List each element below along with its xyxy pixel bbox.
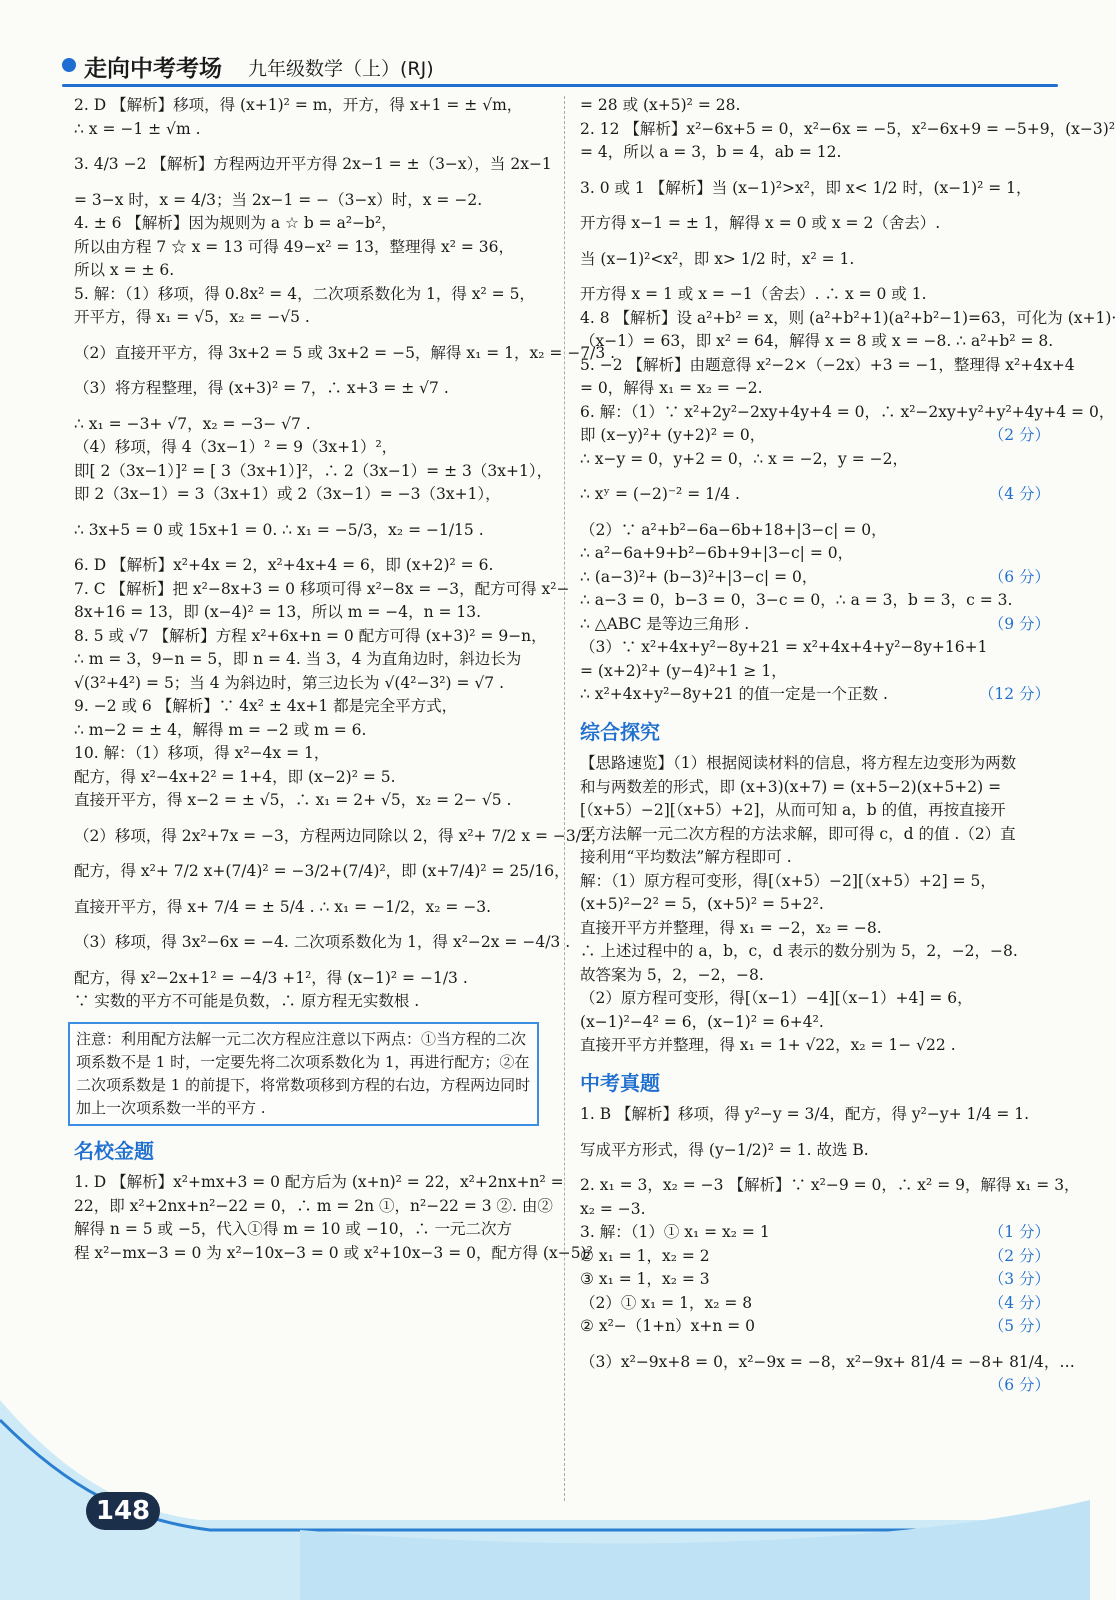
exam-line: （2）① x₁ = 1，x₂ = 8 （4 分） [580,1292,1050,1316]
column-divider [564,96,565,1501]
note-box [68,1022,539,1126]
answer-line: 解得 n = 5 或 −5，代入①得 m = 10 或 −10，∴ 一元二次方 [74,1220,512,1238]
answer-line: 4. ± 6 【解析】因为规则为 a ☆ b = a²−b²， [74,214,397,232]
answer-line: （2）∵ a²+b²−6a−6b+18+|3−c| = 0， [580,520,887,539]
answer-line: 配方，得 x²−4x+2² = 1+4，即 (x−2)² = 5. [74,767,396,786]
answer-line: 2. D 【解析】移项，得 (x+1)² = m，开方，得 x+1 = ± √m， [74,96,523,114]
answer-line: ∴ △ABC 是等边三角形 . （9 分） [580,613,1050,637]
section-title-famous-schools: 名校金题 [74,1138,154,1163]
explore-line: 故答案为 5，2，−2，−8. [580,965,764,984]
answer-line: （x−1）= 63，即 x² = 64，解得 x = 8 或 x = −8. ∴ a²+b² = 8. [580,332,1054,350]
score-label: （2 分） [988,1246,1050,1265]
answer-line: = (x+2)²+ (y−4)²+1 ≥ 1， [580,661,787,680]
exam-line: 1. B 【解析】移项，得 y²−y = 3/4，配方，得 y²−y+ 1/4 = 1. [580,1105,1030,1123]
answer-line: 2. 12 【解析】x²−6x+5 = 0，x²−6x = −5，x²−6x+9 = −5+9，(x−3)² [580,119,1116,138]
answer-line: 直接开平方，得 x+ 7/4 = ± 5/4 . ∴ x₁ = −1/2，x₂ = −3. [74,897,492,916]
answer-line: ∴ a−3 = 0，b−3 = 0，3−c = 0，∴ a = 3，b = 3，c = 3. [580,591,1013,609]
score-label: （6 分） [988,567,1050,586]
answer-line: ∴ a²−6a+9+b²−6b+9+|3−c| = 0， [580,544,854,562]
exam-line: 3. 解：（1）① x₁ = x₂ = 1 （1 分） [580,1221,1050,1245]
answer-line: （2）直接开平方，得 3x+2 = 5 或 3x+2 = −5，解得 x₁ = 1，x₂ = −7/3 . [74,343,616,362]
answer-line: √(3²+4²) = 5；当 4 为斜边时，第三边长为 √(4²−3²) = √7 . [74,673,504,692]
bottom-wave-decoration [0,1380,1090,1600]
answer-line: = 4，所以 a = 3，b = 4，ab = 12. [580,143,842,161]
answer-line: ∴ x = −1 ± √m . [74,119,201,138]
exam-line: ② x₁ = 1，x₂ = 2 （2 分） [580,1245,1050,1269]
answer-line: ∴ xʸ = (−2)⁻² = 1/4 . （4 分） [580,483,1050,507]
exam-line: ③ x₁ = 1，x₂ = 3 （3 分） [580,1268,1050,1292]
answer-line: 直接开平方，得 x−2 = ± √5，∴ x₁ = 2+ √5，x₂ = 2− √5 . [74,791,512,809]
answer-line: （3）将方程整理，得 (x+3)² = 7，∴ x+3 = ± √7 . [74,379,449,397]
explore-line: (x+5)²−2² = 5，(x+5)² = 5+2². [580,895,824,913]
note-text: 注意：利用配方法解一元二次方程应注意以下两点：①当方程的二次项系数不是 1 时，一定要先将二次项系数化为 1，再进行配方；②在二次项系数是 1 的前提下，将常数项移到方程的右边，方程两边同时加上一次项系数一半的平方 . [76,1029,531,1117]
answer-line: 开方得 x−1 = ± 1，解得 x = 0 或 x = 2（舍去）. [580,214,941,232]
answer-line: ∴ m−2 = ± 4，解得 m = −2 或 m = 6. [74,720,367,739]
left-column [74,94,616,1265]
answer-line: （4）移项，得 4（3x−1）² = 9（3x+1）²， [74,438,398,456]
answer-line: 当 (x−1)²<x²，即 x> 1/2 时，x² = 1. [580,249,855,268]
explore-line: 平方法解一元二次方程的方法求解，即可得 c，d 的值 .（2）直 [580,824,1016,843]
answer-line: 开方得 x = 1 或 x = −1（舍去）. ∴ x = 0 或 1. [580,285,927,303]
explore-line: 解：（1）原方程可变形，得[（x+5）−2][（x+5）+2] = 5， [580,871,996,890]
answer-line: 8x+16 = 13，即 (x−4)² = 13，所以 m = −4，n = 13. [74,603,482,621]
exam-line: 写成平方形式，得 (y−1/2)² = 1. 故选 B. [580,1140,869,1159]
explore-line: [（x+5）−2][（x+5）+2]，从而可知 a，b 的值，再按直接开 [580,801,1006,819]
explore-line: （2）原方程可变形，得[（x−1）−4][（x−1）+4] = 6， [580,989,973,1007]
answer-line: 3. 0 或 1 【解析】当 (x−1)²>x²，即 x< 1/2 时，(x−1)² = 1， [580,178,1032,197]
answer-line: ∴ x₁ = −3+ √7，x₂ = −3− √7 . [74,414,311,433]
answer-line: 即 (x−y)²+ (y+2)² = 0， （2 分） [580,424,1050,448]
page-header [0,0,1090,95]
answer-line: 5. −2 【解析】由题意得 x²−2×（−2x）+3 = −1，整理得 x²+4x+4 [580,355,1075,374]
page-number: 148 [86,1492,160,1530]
section-title-explore: 综合探究 [580,719,660,744]
score-label: （2 分） [988,426,1050,444]
answer-line: = 0，解得 x₁ = x₂ = −2. [580,379,763,397]
answer-line: 4. 8 【解析】设 a²+b² = x，则 (a²+b²+1)(a²+b²−1)=63，可化为 (x+1)· [580,308,1116,327]
answer-line: 配方，得 x²+ 7/2 x+(7/4)² = −3/2+(7/4)²，即 (x+7/4)² = 25/16， [74,862,570,880]
explore-line: 直接开平方并整理，得 x₁ = 1+ √22，x₂ = 1− √22 . [580,1036,956,1054]
explore-line: (x−1)²−4² = 6，(x−1)² = 6+4². [580,1012,824,1031]
answer-line: ∴ (a−3)²+ (b−3)²+|3−c| = 0， （6 分） [580,566,1050,590]
answer-line: 22，即 x²+2nx+n²−22 = 0，∴ m = 2n ①，n²−22 = 3 ②. 由② [74,1196,553,1215]
answer-line: 即[ 2（3x−1）]² = [ 3（3x+1）]²，∴ 2（3x−1）= ± 3（3x+1）， [74,461,553,480]
answer-line: 即 2（3x−1）= 3（3x+1）或 2（3x−1）= −3（3x+1）， [74,485,501,503]
score-label: （5 分） [988,1317,1050,1335]
answer-line: 10. 解：（1）移项，得 x²−4x = 1， [74,744,330,762]
exam-line: x₂ = −3. [580,1199,646,1218]
answer-line: 配方，得 x²−2x+1² = −4/3 +1²，得 (x−1)² = −1/3 . [74,968,468,987]
answer-line: 所以由方程 7 ☆ x = 13 可得 49−x² = 13，整理得 x² = 36， [74,237,514,256]
exam-line: ② x²−（1+n）x+n = 0 （5 分） [580,1315,1050,1339]
answer-line: 3. 4/3 −2 【解析】方程两边开平方得 2x−1 = ±（3−x），当 2x−1 [74,155,552,173]
score-label: （4 分） [988,1293,1050,1312]
score-label: （9 分） [988,614,1050,633]
answer-line: （2）移项，得 2x²+7x = −3，方程两边同除以 2，得 x²+ 7/2 x = −3/2， [74,826,607,845]
score-label: （6 分） [988,1376,1050,1394]
answer-line: 9. −2 或 6 【解析】∵ 4x² ± 4x+1 都是完全平方式， [74,697,458,715]
answer-line: ∵ 实数的平方不可能是负数，∴ 原方程无实数根 . [74,992,420,1010]
exam-line: 2. x₁ = 3，x₂ = −3 【解析】∵ x²−9 = 0，∴ x² = 9，解得 x₁ = 3， [580,1176,1080,1194]
right-column [580,94,1116,1398]
answer-line: （3）移项，得 3x²−6x = −4. 二次项系数化为 1，得 x²−2x = −4/3 . [74,933,571,951]
explore-line: 直接开平方并整理，得 x₁ = −2，x₂ = −8. [580,918,882,937]
answer-line: 8. 5 或 √7 【解析】方程 x²+6x+n = 0 配方可得 (x+3)² = 9−n， [74,626,547,645]
answer-line: 6. 解：（1）∵ x²+2y²−2xy+4y+4 = 0，∴ x²−2xy+y²+y²+4y+4 = 0， [580,402,1115,421]
answer-line: 7. C 【解析】把 x²−8x+3 = 0 移项可得 x²−8x = −3，配方可得 x²− [74,579,570,598]
exam-line: （3）x²−9x+8 = 0，x²−9x = −8，x²−9x+ 81/4 = −8+ 81/4，… （6 分） [580,1351,1050,1375]
score-label: （12 分） [978,685,1050,703]
answer-line: ∴ x²+4x+y²−8y+21 的值一定是一个正数 . （12 分） [580,683,1050,707]
section-title-exam: 中考真题 [580,1070,660,1095]
score-label: （4 分） [988,485,1050,503]
answer-line: 5. 解：（1）移项，得 0.8x² = 4，二次项系数化为 1，得 x² = 5， [74,284,535,303]
answer-line: （3）∵ x²+4x+y²−8y+21 = x²+4x+4+y²−8y+16+1 [580,638,988,656]
answer-line: = 3−x 时，x = 4/3；当 2x−1 = −（3−x）时，x = −2. [74,190,483,209]
explore-line: 接利用“平均数法”解方程即可 . [580,848,792,866]
answer-line: 程 x²−mx−3 = 0 为 x²−10x−3 = 0 或 x²+10x−3 = 0，配方得 (x−5)² [74,1243,593,1262]
answer-line: 所以 x = ± 6. [74,261,175,279]
header-bullet-icon [62,58,76,72]
explore-line: 【思路速览】（1）根据阅读材料的信息，将方程左边变形为两数 [580,754,1017,772]
book-title: 走向中考考场 [84,56,222,82]
answer-line: ∴ m = 3，9−n = 5，即 n = 4. 当 3，4 为直角边时，斜边长为 [74,650,522,668]
header-rule [62,84,1058,87]
score-label: （1 分） [988,1223,1050,1241]
explore-line: 和与两数差的形式，即 (x+3)(x+7) = (x+5−2)(x+5+2) = [580,777,1002,796]
answer-line: 开平方，得 x₁ = √5，x₂ = −√5 . [74,308,310,326]
score-label: （3 分） [988,1270,1050,1288]
answer-line: ∴ 3x+5 = 0 或 15x+1 = 0. ∴ x₁ = −5/3，x₂ = −1/15 . [74,520,484,539]
answer-line: 6. D 【解析】x²+4x = 2，x²+4x+4 = 6，即 (x+2)² = 6. [74,556,494,574]
book-subtitle: 九年级数学（上）(RJ) [248,58,434,80]
answer-line: = 28 或 (x+5)² = 28. [580,96,741,114]
explore-line: ∴ 上述过程中的 a，b，c，d 表示的数分别为 5，2，−2，−8. [580,942,1018,960]
answer-line: 1. D 【解析】x²+mx+3 = 0 配方后为 (x+n)² = 22，x²+2nx+n² = [74,1173,564,1191]
answer-line: ∴ x−y = 0，y+2 = 0，∴ x = −2，y = −2， [580,449,908,468]
